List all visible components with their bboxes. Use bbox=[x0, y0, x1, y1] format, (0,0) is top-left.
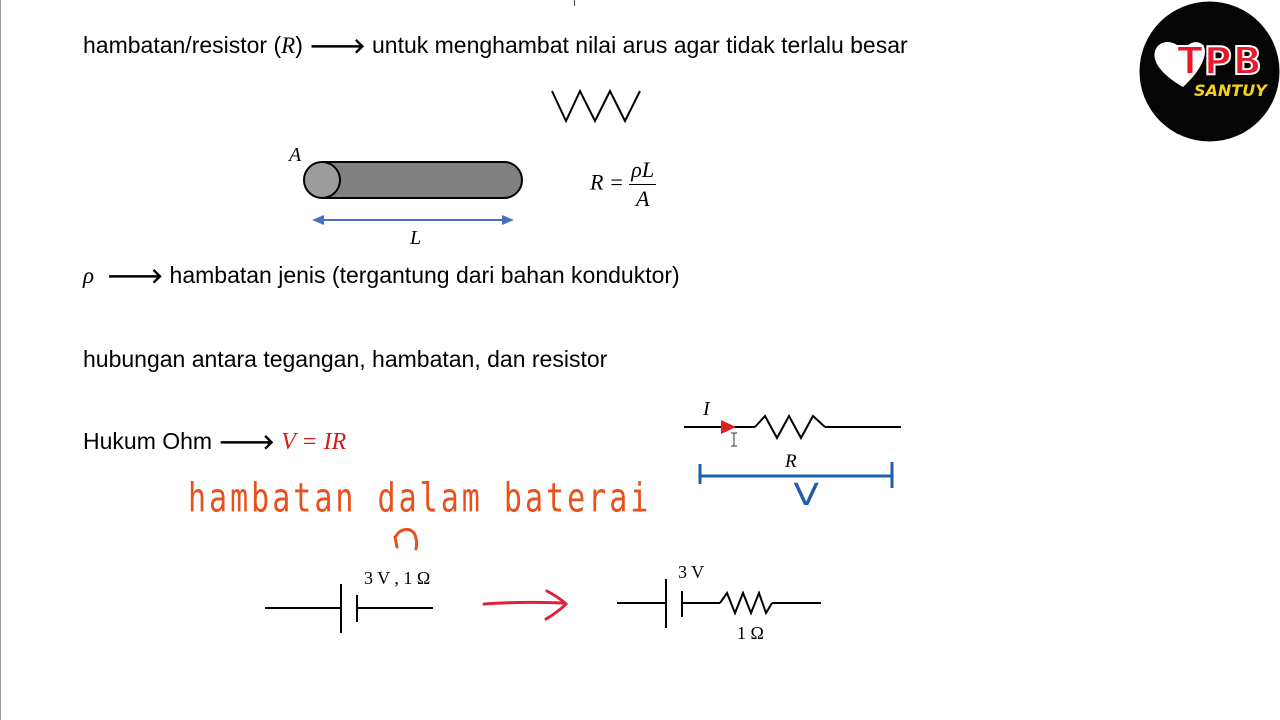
logo-text-top: TPB bbox=[1177, 39, 1263, 83]
resistor-definition-close: ) bbox=[295, 32, 310, 58]
resistor-definition-text: untuk menghambat nilai arus agar tidak terlalu besar bbox=[365, 32, 908, 58]
logo-text-bottom: SANTUY bbox=[1194, 81, 1267, 100]
formula-denominator: A bbox=[635, 186, 650, 211]
internal-resistance-label: 1 Ω bbox=[737, 623, 764, 643]
current-label: I bbox=[703, 398, 710, 420]
tpb-santuy-logo bbox=[1139, 1, 1280, 142]
arrow-icon: 🡒 bbox=[309, 34, 366, 58]
rho-definition-text: hambatan jenis (tergantung dari bahan konduktor) bbox=[163, 262, 680, 288]
battery-combined-label: 3 V , 1 Ω bbox=[364, 568, 431, 588]
resistor-definition-prefix: hambatan/resistor ( bbox=[83, 32, 282, 58]
formula-lhs: R = bbox=[590, 169, 624, 195]
relation-text: hubungan antara tegangan, hambatan, dan resistor bbox=[83, 346, 608, 372]
ohm-law-label: Hukum Ohm bbox=[83, 428, 219, 454]
battery-voltage-label: 3 V bbox=[678, 562, 705, 582]
arrow-icon: 🡒 bbox=[106, 264, 164, 288]
formula-numerator: ρL bbox=[629, 157, 656, 185]
resistor-symbol: R bbox=[281, 33, 296, 58]
resistor-label: R bbox=[785, 451, 797, 472]
internal-resistor-zigzag bbox=[720, 593, 772, 613]
handwritten-internal-resistance-note: hambatan dalam baterai bbox=[188, 475, 652, 523]
voltage-handwritten-mark: V bbox=[793, 478, 820, 513]
ohm-law-formula: V = IR bbox=[281, 429, 347, 455]
area-label: A bbox=[289, 144, 302, 166]
arrow-icon: 🡒 bbox=[218, 430, 275, 454]
rho-symbol: ρ bbox=[83, 263, 95, 288]
length-label: L bbox=[410, 227, 422, 249]
